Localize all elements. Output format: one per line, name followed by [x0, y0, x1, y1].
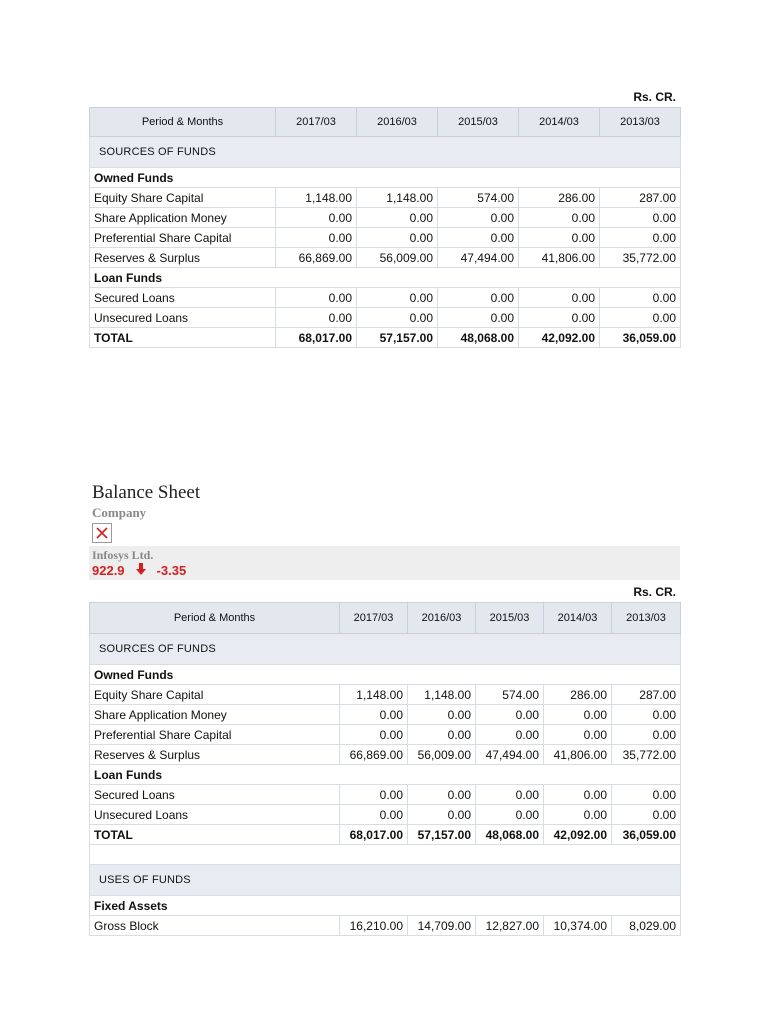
cell: 66,869.00: [340, 745, 408, 765]
row-label: Secured Loans: [90, 288, 276, 308]
cell: 47,494.00: [438, 248, 519, 268]
balance-sheet-table-1: [89, 87, 680, 348]
table-row: [90, 685, 681, 705]
subheading-row: [90, 665, 681, 685]
cell: 12,827.00: [476, 916, 544, 936]
cell: 0.00: [357, 208, 438, 228]
total-row: [90, 825, 681, 845]
cell: 0.00: [476, 705, 544, 725]
table-row: [90, 288, 681, 308]
cell: 0.00: [612, 785, 681, 805]
total-cell: 42,092.00: [519, 328, 600, 348]
cell: 10,374.00: [544, 916, 612, 936]
cell: 0.00: [276, 228, 357, 248]
total-cell: 57,157.00: [408, 825, 476, 845]
cell: 0.00: [276, 308, 357, 328]
total-label: TOTAL: [90, 825, 340, 845]
table-row: [90, 208, 681, 228]
cell: 1,148.00: [408, 685, 476, 705]
col-period: Period & Months: [90, 603, 340, 634]
balance-sheet-table-2: [89, 602, 681, 936]
loan-funds-label: Loan Funds: [90, 268, 681, 288]
cell: 287.00: [612, 685, 681, 705]
row-label: Share Application Money: [90, 208, 276, 228]
cell: 0.00: [408, 805, 476, 825]
row-label: Share Application Money: [90, 705, 340, 725]
row-label: Preferential Share Capital: [90, 228, 276, 248]
section-heading-row: [90, 865, 681, 896]
total-label: TOTAL: [90, 328, 276, 348]
section-heading-row: [90, 634, 681, 665]
cell: 0.00: [600, 228, 681, 248]
cell: 0.00: [600, 288, 681, 308]
total-cell: 57,157.00: [357, 328, 438, 348]
col-2013: 2013/03: [600, 108, 681, 137]
table-row: [90, 805, 681, 825]
subheading-row: [90, 168, 681, 188]
cell: 0.00: [408, 785, 476, 805]
cell: 574.00: [476, 685, 544, 705]
cell: 0.00: [408, 725, 476, 745]
spacer-row: [90, 845, 681, 865]
arrow-down-icon: [135, 563, 147, 578]
uses-heading: USES OF FUNDS: [90, 865, 681, 896]
row-label: Reserves & Surplus: [90, 248, 276, 268]
cell: 0.00: [476, 805, 544, 825]
header-row: [90, 603, 681, 634]
col-2015: 2015/03: [476, 603, 544, 634]
cell: 0.00: [408, 705, 476, 725]
col-2014: 2014/03: [544, 603, 612, 634]
cell: 1,148.00: [276, 188, 357, 208]
subheading-row: [90, 765, 681, 785]
cell: 16,210.00: [340, 916, 408, 936]
stock-name: Infosys Ltd.: [92, 548, 154, 562]
col-2013: 2013/03: [612, 603, 681, 634]
col-period: Period & Months: [90, 108, 276, 137]
cell: 0.00: [438, 228, 519, 248]
col-2017: 2017/03: [276, 108, 357, 137]
cell: 0.00: [519, 308, 600, 328]
cell: 286.00: [519, 188, 600, 208]
cell: 0.00: [340, 785, 408, 805]
cell: 56,009.00: [408, 745, 476, 765]
cell: 56,009.00: [357, 248, 438, 268]
unit-label: Rs. CR.: [633, 585, 676, 599]
cell: 35,772.00: [600, 248, 681, 268]
row-label: Preferential Share Capital: [90, 725, 340, 745]
row-label: Unsecured Loans: [90, 308, 276, 328]
col-2016: 2016/03: [357, 108, 438, 137]
stock-quote: [89, 546, 680, 580]
total-cell: 68,017.00: [340, 825, 408, 845]
cell: 0.00: [544, 785, 612, 805]
unit-label: Rs. CR.: [633, 90, 676, 104]
cell: 0.00: [340, 805, 408, 825]
cell: 0.00: [612, 725, 681, 745]
owned-funds-label: Owned Funds: [90, 665, 681, 685]
cell: 0.00: [612, 805, 681, 825]
col-2016: 2016/03: [408, 603, 476, 634]
col-2014: 2014/03: [519, 108, 600, 137]
cell: 0.00: [276, 208, 357, 228]
cell: 66,869.00: [276, 248, 357, 268]
table-row: [90, 916, 681, 936]
cell: 0.00: [544, 705, 612, 725]
cell: 287.00: [600, 188, 681, 208]
cell: 0.00: [438, 288, 519, 308]
cell: 286.00: [544, 685, 612, 705]
cell: 0.00: [438, 308, 519, 328]
row-label: Equity Share Capital: [90, 685, 340, 705]
cell: 0.00: [357, 288, 438, 308]
col-2015: 2015/03: [438, 108, 519, 137]
cell: 0.00: [340, 725, 408, 745]
table-row: [90, 248, 681, 268]
balance-sheet-section-2: [89, 482, 680, 936]
cell: 0.00: [276, 288, 357, 308]
cell: 41,806.00: [544, 745, 612, 765]
cell: 0.00: [357, 308, 438, 328]
table-row: [90, 228, 681, 248]
cell: 0.00: [357, 228, 438, 248]
sources-heading: SOURCES OF FUNDS: [90, 634, 681, 665]
cell: 0.00: [519, 228, 600, 248]
cell: 0.00: [600, 208, 681, 228]
loan-funds-label: Loan Funds: [90, 765, 681, 785]
header-row: [90, 108, 681, 137]
section-heading-row: [90, 137, 681, 168]
table-row: [90, 308, 681, 328]
total-cell: 48,068.00: [438, 328, 519, 348]
total-row: [90, 328, 681, 348]
cell: 0.00: [519, 208, 600, 228]
row-label: Unsecured Loans: [90, 805, 340, 825]
table-row: [90, 705, 681, 725]
cell: 0.00: [544, 805, 612, 825]
row-label: Gross Block: [90, 916, 340, 936]
table-row: [90, 725, 681, 745]
cell: 8,029.00: [612, 916, 681, 936]
stock-change: -3.35: [156, 563, 187, 578]
total-cell: 48,068.00: [476, 825, 544, 845]
col-2017: 2017/03: [340, 603, 408, 634]
price-line: [92, 563, 677, 578]
cell: 1,148.00: [340, 685, 408, 705]
company-label: Company: [92, 505, 147, 520]
spacer-cell: [90, 845, 681, 865]
table-row: [90, 745, 681, 765]
table-row: [90, 188, 681, 208]
sources-heading: SOURCES OF FUNDS: [90, 137, 681, 168]
cell: 0.00: [438, 208, 519, 228]
cell: 41,806.00: [519, 248, 600, 268]
stock-price: 922.9: [92, 563, 125, 578]
cell: 574.00: [438, 188, 519, 208]
cell: 47,494.00: [476, 745, 544, 765]
sources-table: [89, 107, 681, 348]
cell: 0.00: [476, 785, 544, 805]
table-row: [90, 785, 681, 805]
cell: 0.00: [476, 725, 544, 745]
page-title: Balance Sheet: [92, 482, 201, 503]
cell: 0.00: [544, 725, 612, 745]
total-cell: 68,017.00: [276, 328, 357, 348]
subheading-row: [90, 268, 681, 288]
subheading-row: [90, 896, 681, 916]
row-label: Reserves & Surplus: [90, 745, 340, 765]
total-cell: 42,092.00: [544, 825, 612, 845]
cell: 0.00: [340, 705, 408, 725]
total-cell: 36,059.00: [612, 825, 681, 845]
fixed-assets-label: Fixed Assets: [90, 896, 681, 916]
cell: 0.00: [519, 288, 600, 308]
owned-funds-label: Owned Funds: [90, 168, 681, 188]
row-label: Equity Share Capital: [90, 188, 276, 208]
cell: 1,148.00: [357, 188, 438, 208]
cell: 0.00: [600, 308, 681, 328]
cell: 35,772.00: [612, 745, 681, 765]
cell: 0.00: [612, 705, 681, 725]
total-cell: 36,059.00: [600, 328, 681, 348]
row-label: Secured Loans: [90, 785, 340, 805]
cell: 14,709.00: [408, 916, 476, 936]
close-icon[interactable]: [92, 523, 112, 543]
